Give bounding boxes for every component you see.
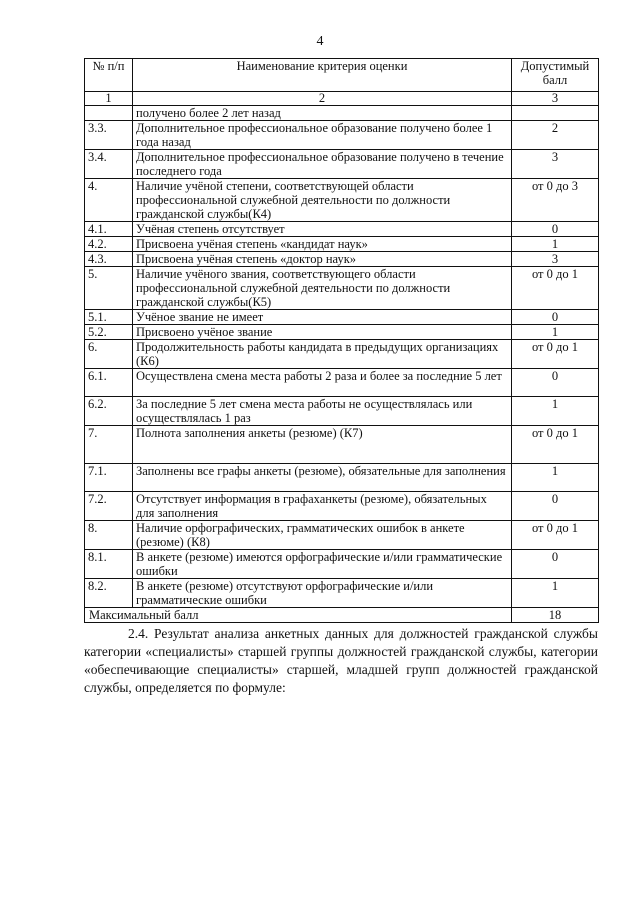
table-row (85, 179, 599, 222)
criterion-score: от 0 до 1 (512, 521, 599, 550)
criterion-name: Полнота заполнения анкеты (резюме) (К7) (133, 426, 512, 464)
criterion-name: За последние 5 лет смена места работы не осуществлялась или осуществлялась 1 раз (133, 397, 512, 426)
table-row (85, 464, 599, 492)
column-index-cell: 1 (85, 92, 133, 106)
row-number: 8. (85, 521, 133, 550)
table-row (85, 579, 599, 608)
criterion-name: Заполнены все графы анкеты (резюме), обязательные для заполнения (133, 464, 512, 492)
criterion-score (512, 106, 599, 121)
header-num: № п/п (85, 59, 133, 92)
row-number: 7.1. (85, 464, 133, 492)
criterion-name: Дополнительное профессиональное образование получено более 1 года назад (133, 121, 512, 150)
criterion-score: от 0 до 1 (512, 426, 599, 464)
table-row (85, 521, 599, 550)
row-number: 6.2. (85, 397, 133, 426)
criterion-score: 0 (512, 369, 599, 397)
criterion-score: 1 (512, 325, 599, 340)
page-number: 4 (316, 34, 324, 49)
criterion-name: получено более 2 лет назад (133, 106, 512, 121)
criterion-score: 1 (512, 237, 599, 252)
criterion-score: 0 (512, 310, 599, 325)
criterion-name: Наличие учёной степени, соответствующей области профессиональной служебной деятельности по должности гражданской службы(К4) (133, 179, 512, 222)
table-row (85, 106, 599, 121)
criterion-name: Отсутствует информация в графаханкеты (резюме), обязательных для заполнения (133, 492, 512, 521)
criterion-name: Осуществлена смена места работы 2 раза и более за последние 5 лет (133, 369, 512, 397)
max-score-label: Максимальный балл (85, 608, 512, 623)
criterion-name: В анкете (резюме) отсутствуют орфографические и/или грамматические ошибки (133, 579, 512, 608)
table-row (85, 150, 599, 179)
criterion-score: 3 (512, 150, 599, 179)
criterion-score: 1 (512, 579, 599, 608)
row-number: 5.2. (85, 325, 133, 340)
criterion-score: от 0 до 1 (512, 267, 599, 310)
table-row (85, 492, 599, 521)
row-number: 6.1. (85, 369, 133, 397)
criterion-score: 1 (512, 464, 599, 492)
row-number: 6. (85, 340, 133, 369)
criterion-name: Присвоена учёная степень «кандидат наук» (133, 237, 512, 252)
table-row (85, 267, 599, 310)
formula-intro-paragraph: 2.4. Результат анализа анкетных данных для должностей гражданской службы категории «специалисты» старшей группы должностей гражданской службы, категории «обеспечивающие специалисты» старшей, младшей групп должностей гражданской службы, определяется по формуле: (84, 626, 598, 695)
criterion-name: Присвоена учёная степень «доктор наук» (133, 252, 512, 267)
table-row (85, 550, 599, 579)
row-number: 4.2. (85, 237, 133, 252)
row-number: 5. (85, 267, 133, 310)
criterion-name: Учёная степень отсутствует (133, 222, 512, 237)
table-row (85, 397, 599, 426)
table-row (85, 237, 599, 252)
table-header-row (85, 59, 599, 92)
table-row (85, 121, 599, 150)
criterion-score: 0 (512, 550, 599, 579)
row-number: 8.2. (85, 579, 133, 608)
table-row (85, 426, 599, 464)
row-number: 4.1. (85, 222, 133, 237)
table-row (85, 340, 599, 369)
table-row (85, 369, 599, 397)
criterion-name: Наличие учёного звания, соответствующего области профессиональной служебной деятельности по должности гражданской службы(К5) (133, 267, 512, 310)
max-score-row (85, 608, 599, 623)
row-number: 4. (85, 179, 133, 222)
criterion-score: 0 (512, 222, 599, 237)
criterion-name: Учёное звание не имеет (133, 310, 512, 325)
criterion-score: от 0 до 1 (512, 340, 599, 369)
column-index-cell: 3 (512, 92, 599, 106)
table-row (85, 325, 599, 340)
header-name: Наименование критерия оценки (133, 59, 512, 92)
criterion-name: Присвоено учёное звание (133, 325, 512, 340)
criterion-name: Продолжительность работы кандидата в предыдущих организациях (К6) (133, 340, 512, 369)
criterion-score: 2 (512, 121, 599, 150)
row-number: 5.1. (85, 310, 133, 325)
row-number: 7.2. (85, 492, 133, 521)
column-index-row (85, 92, 599, 106)
criteria-table (84, 58, 599, 623)
criterion-score: 0 (512, 492, 599, 521)
criterion-name: В анкете (резюме) имеются орфографические и/или грамматические ошибки (133, 550, 512, 579)
row-number (85, 106, 133, 121)
criterion-score: от 0 до 3 (512, 179, 599, 222)
table-row (85, 310, 599, 325)
header-score: Допустимый балл (512, 59, 599, 92)
row-number: 8.1. (85, 550, 133, 579)
column-index-cell: 2 (133, 92, 512, 106)
row-number: 4.3. (85, 252, 133, 267)
table-row (85, 222, 599, 237)
criterion-name: Наличие орфографических, грамматических ошибок в анкете (резюме) (К8) (133, 521, 512, 550)
max-score-value: 18 (512, 608, 599, 623)
table-row (85, 252, 599, 267)
row-number: 7. (85, 426, 133, 464)
criterion-score: 3 (512, 252, 599, 267)
row-number: 3.3. (85, 121, 133, 150)
row-number: 3.4. (85, 150, 133, 179)
criterion-name: Дополнительное профессиональное образование получено в течение последнего года (133, 150, 512, 179)
criterion-score: 1 (512, 397, 599, 426)
